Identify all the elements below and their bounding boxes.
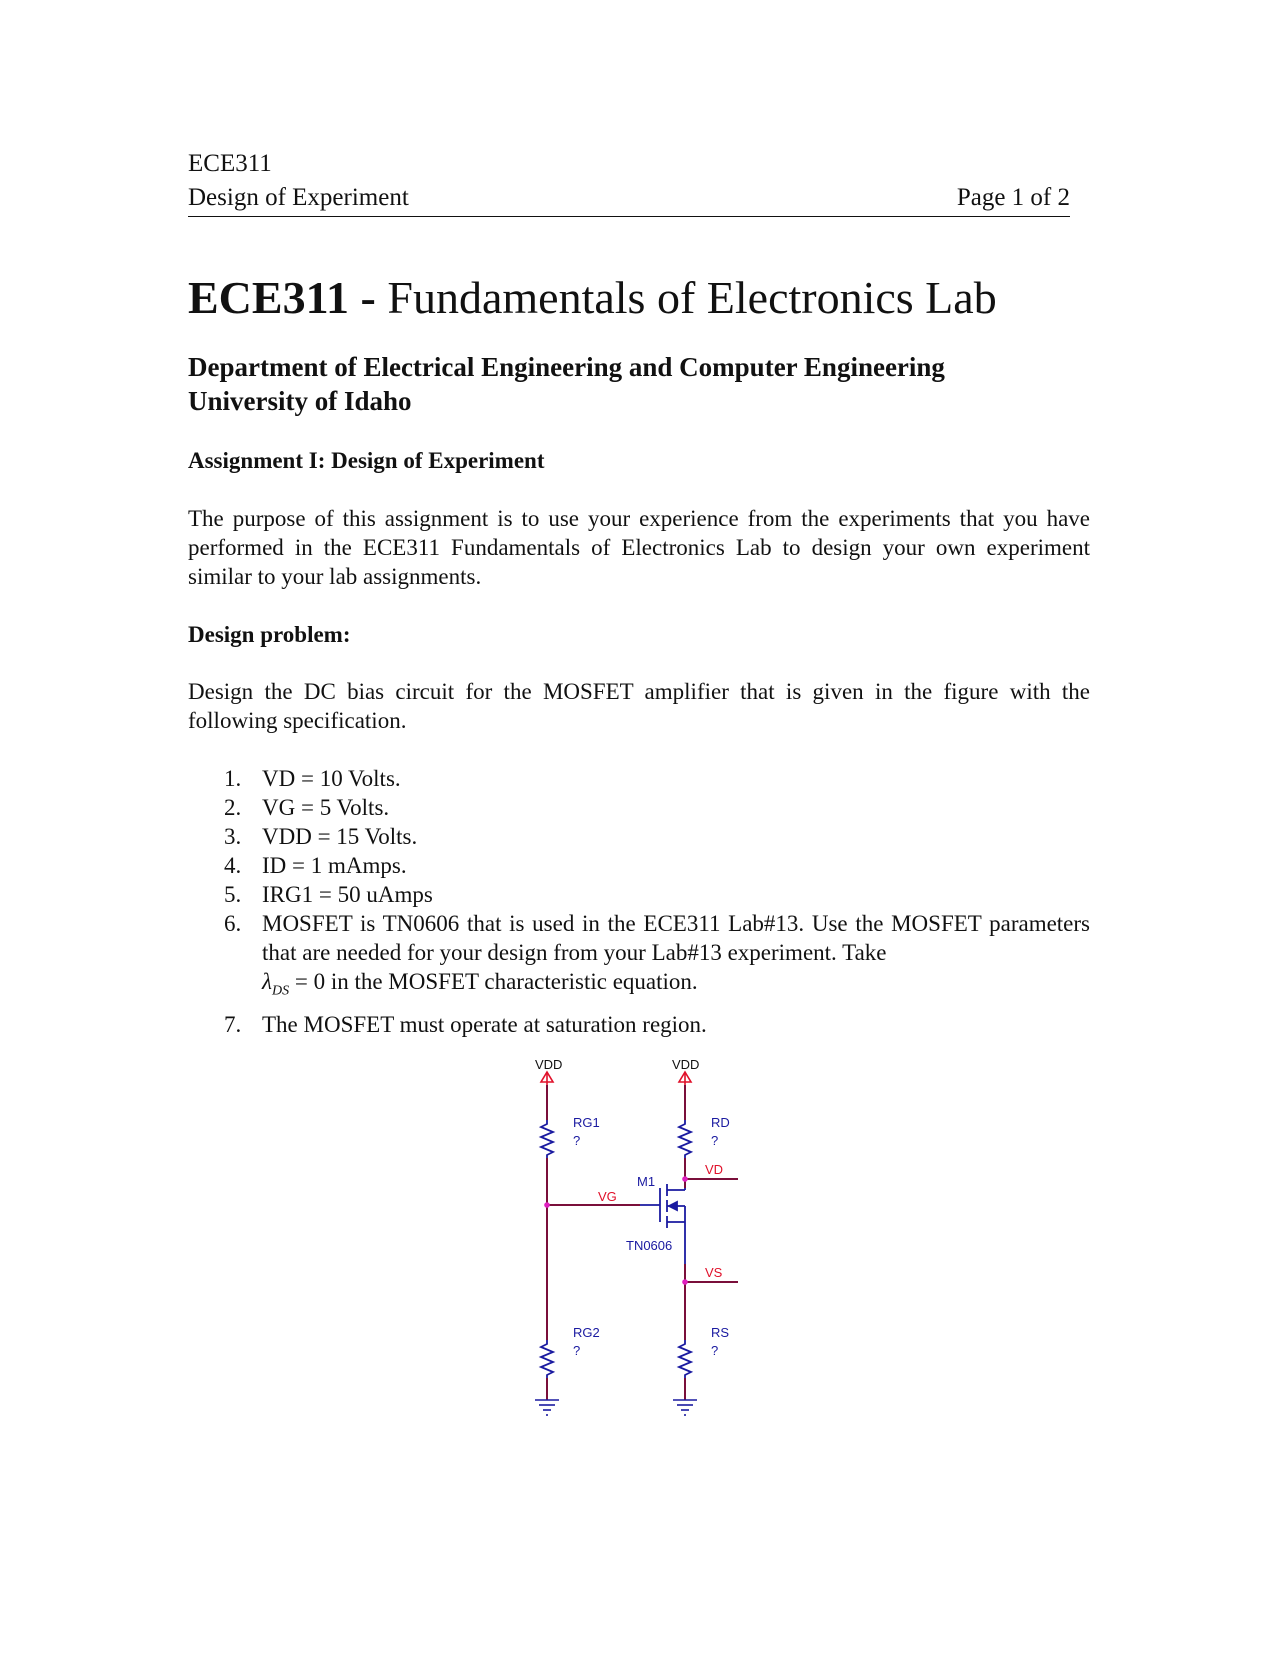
rs-resistor [679,1340,691,1378]
vdd-symbols [541,1072,691,1085]
rg1-label: RG1 [573,1115,600,1130]
list-item: 1. VD = 10 Volts. [224,766,401,791]
vs-net-label: VS [705,1265,723,1280]
title-code: ECE311 - [188,272,376,323]
header-course: ECE311 [188,150,272,177]
list-item: 4. ID = 1 mAmps. [224,853,407,878]
list-item: 2. VG = 5 Volts. [224,795,390,820]
page-title [188,270,997,326]
list-item: 3. VDD = 15 Volts. [224,824,418,849]
rg2-value: ? [573,1343,581,1358]
university: University of Idaho [188,386,412,416]
rs-value: ? [711,1343,719,1358]
design-problem-heading: Design problem: [188,622,351,647]
vd-net-label: VD [705,1162,724,1177]
schematic-labels [535,1060,730,1358]
rg2-resistor [541,1340,553,1378]
mosfet-bias-schematic [500,1060,770,1440]
assignment-heading: Assignment I: Design of Experiment [188,448,545,473]
header-doc-title: Design of Experiment [188,184,409,211]
list-item: 6. MOSFET is TN0606 that is used in the ECE311 Lab#13. Use the MOSFET parameters that are needed for your design from your Lab#13 experiment. Take $\lambda_{DS} = 0$ in the MOSFET characteristic equation. [224,911,1090,999]
lambda-symbol: $\lambda_{DS}$ [262,969,290,999]
vdd-right-label: VDD [672,1060,700,1072]
rg2-label: RG2 [573,1325,600,1340]
affiliation [188,350,945,418]
rd-value: ? [711,1133,719,1148]
vdd-left-label: VDD [535,1060,563,1072]
rd-resistor [679,1120,691,1158]
department: Department of Electrical Engineering and Computer Engineering [188,352,945,382]
rs-label: RS [711,1325,730,1340]
title-name: Fundamentals of Electronics Lab [375,272,997,323]
list-item: 7. The MOSFET must operate at saturation region. [224,1011,707,1037]
header-bar [188,184,1070,217]
list-item: 5. IRG1 = 50 uAmps [224,882,433,907]
purpose-paragraph: The purpose of this assignment is to use your experience from the experiments that you have performed in the ECE311 Fundamentals of Electronics Lab to design your own experiment similar to your lab assignments. [188,506,1090,589]
rg1-value: ? [573,1133,581,1148]
rd-label: RD [711,1115,730,1130]
ground-symbols [535,1400,697,1415]
design-problem-paragraph: Design the DC bias circuit for the MOSFET amplifier that is given in the figure with the following specification. [188,679,1090,733]
page-number: Page 1 of 2 [956,184,1070,211]
rg1-resistor [541,1120,553,1158]
m1-label: M1 [637,1174,656,1189]
part-label: TN0606 [626,1238,673,1253]
vg-net-label: VG [598,1189,617,1204]
specification-list [224,764,1090,1039]
